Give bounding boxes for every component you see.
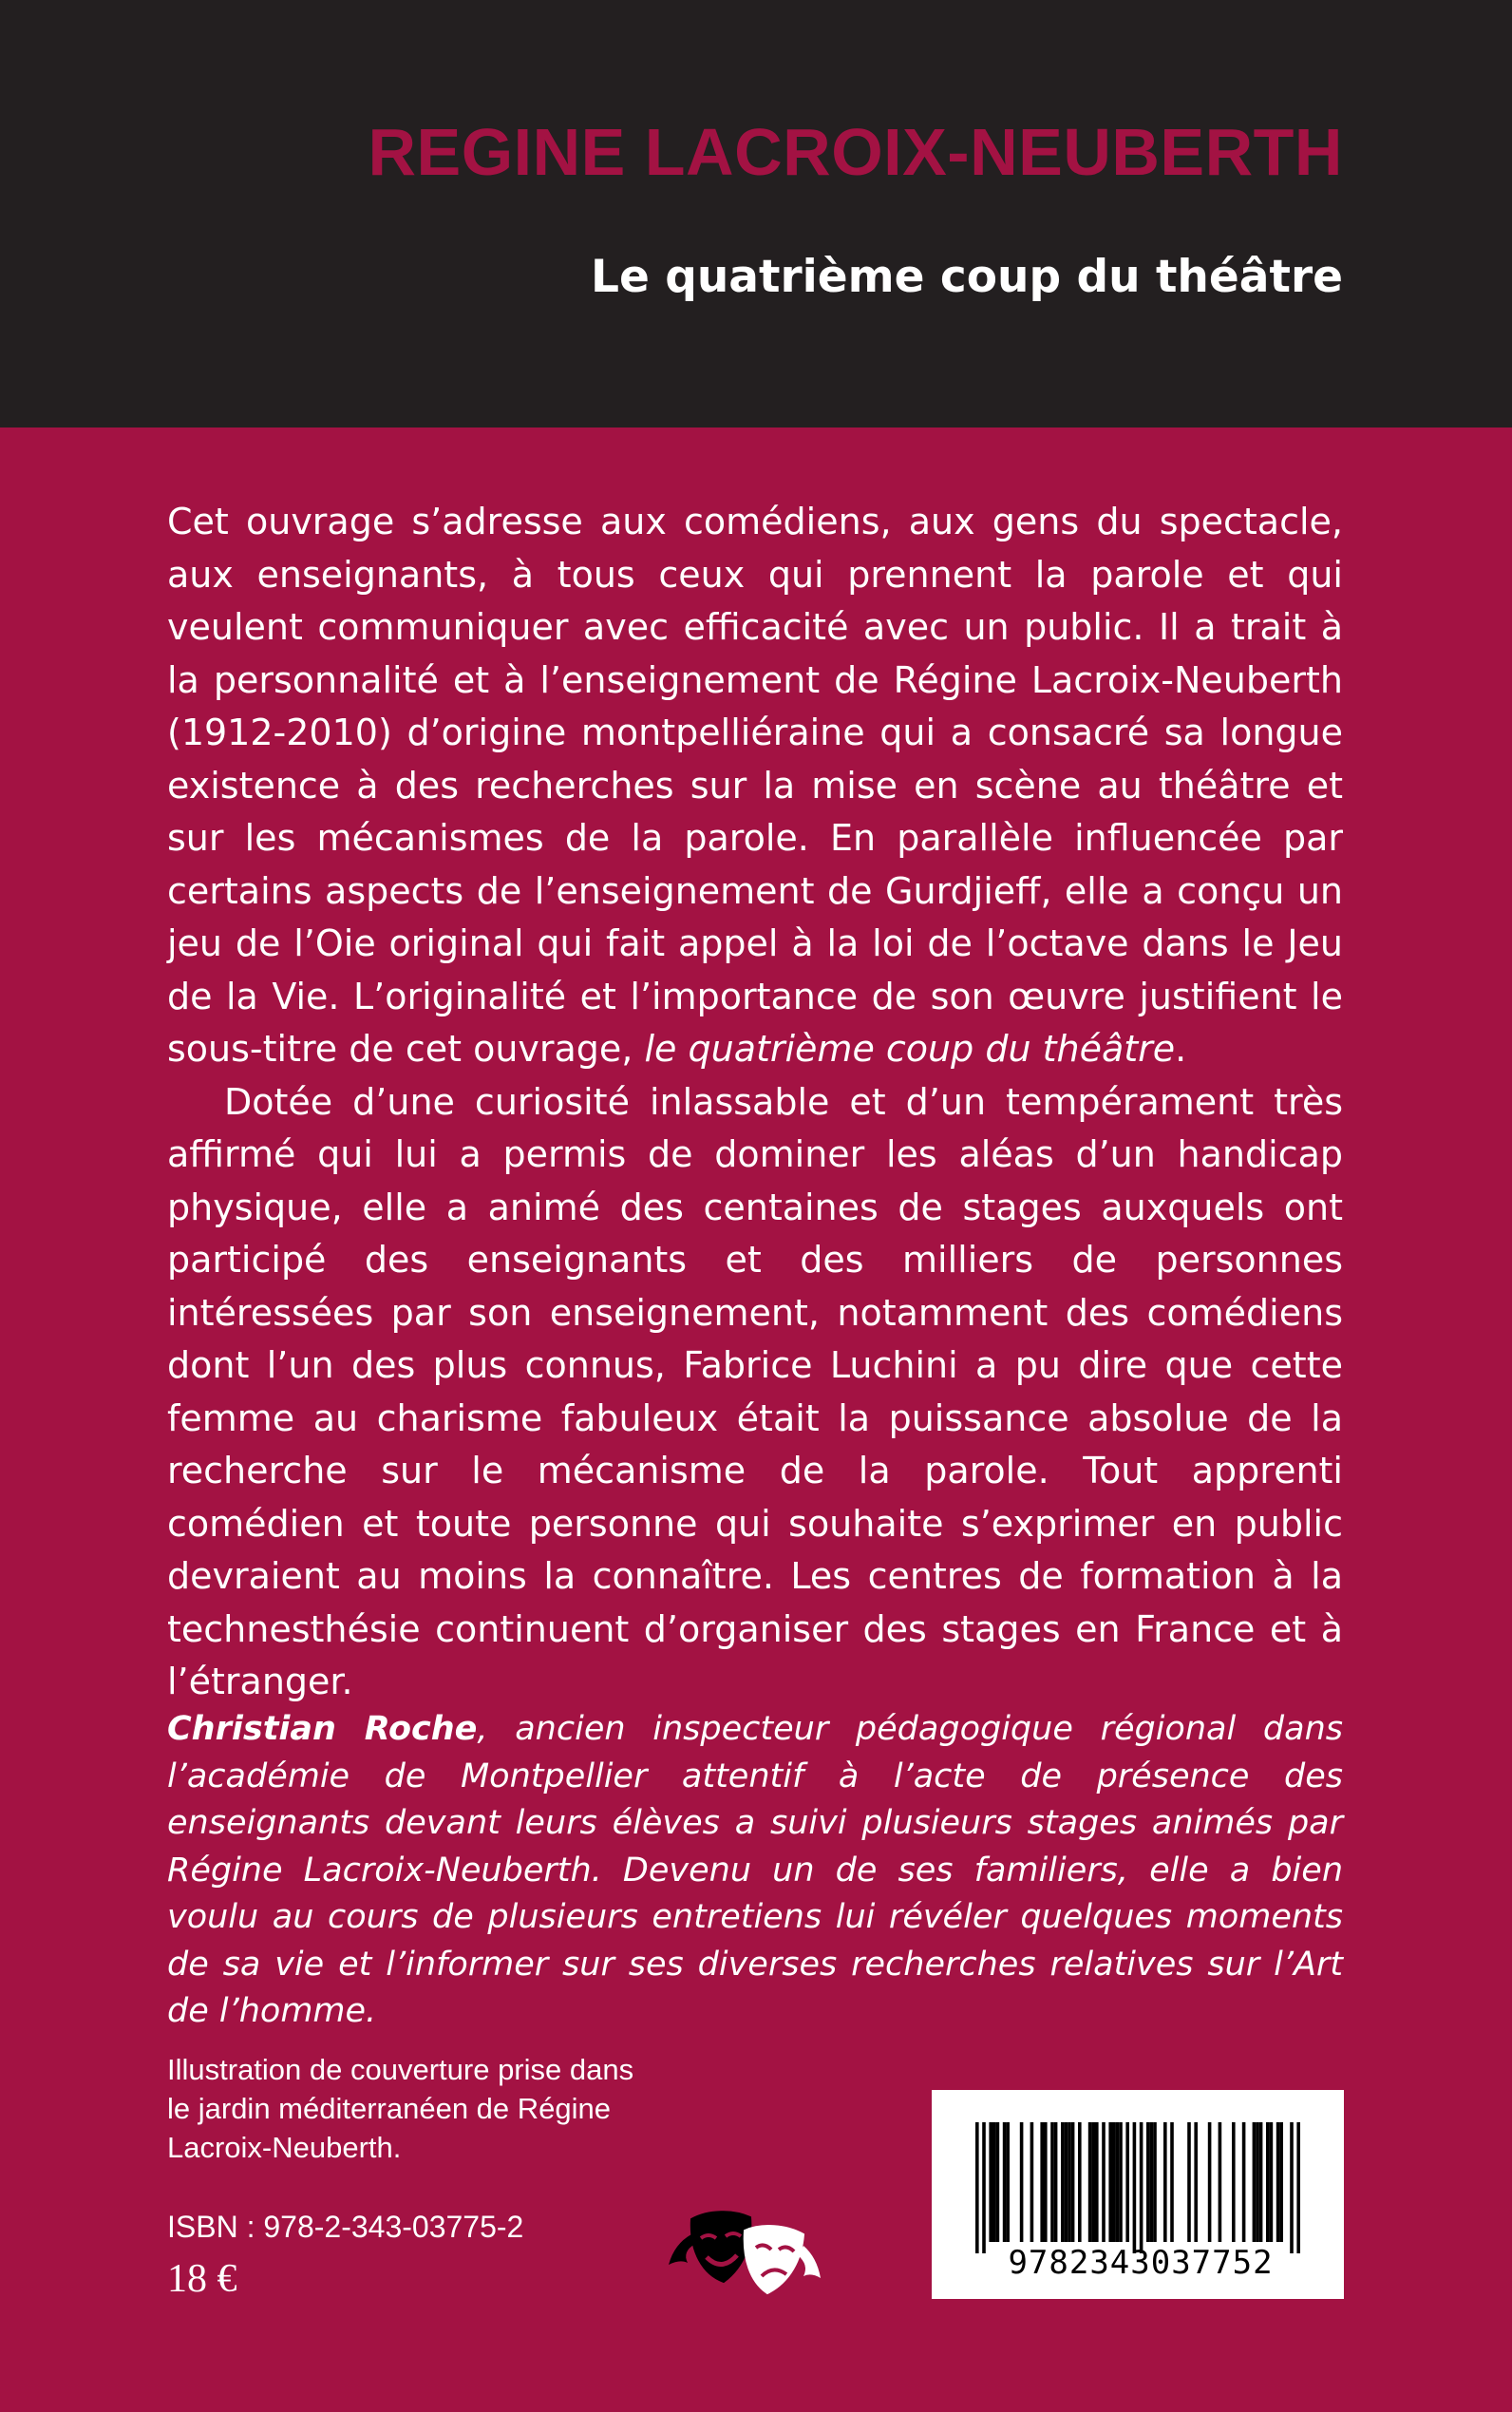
barcode-bar [1108,2122,1112,2242]
price: 18 € [167,2257,237,2301]
synopsis-paragraph-1-end: . [1175,1028,1187,1070]
credit-line-2: le jardin méditerranéen de Régine [167,2092,612,2125]
barcode-bar [1003,2122,1007,2242]
barcode-bar [1140,2122,1143,2253]
barcode-bar [1119,2122,1123,2242]
barcode-bar [992,2122,996,2242]
barcode-bar [1065,2122,1068,2242]
barcode-bar [989,2122,992,2242]
barcode-bar [1088,2122,1092,2242]
barcode-digits: 9782343037752 [1008,2244,1274,2282]
credit-line-3: Lacroix-Neuberth. [167,2131,402,2164]
barcode-bar [1044,2122,1048,2242]
synopsis-paragraph-1-text: Cet ouvrage s’adresse aux comédiens, aux gens du spectacle, aux enseignants, à tous ceux qui prennent la parole et qui veulent communiquer avec efficacité avec un public. Il a trait à la personnalité et à l’enseignement de Régine Lacroix-Neuberth (1912-2010) d’origine montpelliéraine qui a consacré sa longue existence à des recherches sur la mise en scène au théâtre et sur les mécanismes de la parole. En parallèle influencée par certains aspects de l’enseignement de Gurdjieff, elle a conçu un jeu de l’Oie original qui fait appel à la loi de l’octave dans le Jeu de la Vie. L’originalité et l’importance de son œuvre justifient le sous-titre de cet ouvrage, [167,501,1343,1070]
bio-author-name: Christian Roche [167,1710,478,1748]
barcode-bar [1279,2122,1283,2242]
barcode-bar [1276,2122,1280,2242]
barcode-bar [1133,2122,1137,2253]
barcode-bar [1102,2122,1106,2242]
barcode-bar [1266,2122,1270,2242]
cover-header [0,0,1512,427]
barcode-bar [1170,2122,1174,2242]
barcode-bar [1146,2122,1150,2242]
barcode-bar [1116,2122,1120,2242]
barcode-bar [1187,2122,1191,2242]
synopsis-paragraph-1 [167,496,1343,1076]
barcode-bar [1050,2122,1054,2242]
barcode-bar [1153,2122,1157,2242]
barcode-bar [1150,2122,1154,2242]
barcode-bar [1071,2122,1075,2242]
barcode-bar [996,2122,1000,2242]
barcode-bar [1232,2122,1236,2242]
barcode-bar [1095,2122,1099,2242]
barcode-bar [1112,2122,1116,2242]
synopsis [167,496,1343,1709]
barcode-bar [1061,2122,1065,2242]
bio-text: , ancien inspecteur pédagogique régional dans l’académie de Montpellier attentif à l’acte de présence des enseignants devant leurs élèves a suivi plusieurs stages animés par Régine Lacroix-Neuberth. Devenu un de ses familiers, elle a bien voulu au cours de plusieurs entretiens lui révéler quelques moments de sa vie et l’informer sur ses diverses recherches relatives sur l’Art de l’homme. [167,1710,1343,2030]
barcode [932,2090,1344,2299]
author-name: REGINE LACROIX-NEUBERTH [368,115,1343,189]
credit-line-1: Illustration de couverture prise dans [167,2053,634,2086]
barcode-bar [1006,2122,1010,2242]
barcode-bar [1296,2122,1300,2253]
illustration-credit [167,2050,699,2167]
barcode-bar [1163,2122,1167,2242]
barcode-bar [975,2122,979,2253]
barcode-bar [1091,2122,1095,2242]
barcode-bar [1219,2122,1222,2242]
barcode-bar [1068,2122,1071,2242]
barcode-bar [1030,2122,1034,2242]
barcode-bar [982,2122,986,2253]
author-bio [167,1706,1343,2036]
author-bio-paragraph [167,1706,1343,2036]
barcode-bar [1194,2122,1198,2242]
barcode-bar [1040,2122,1044,2242]
subtitle-mention: le quatrième coup du théâtre [644,1028,1176,1070]
barcode-bar [1259,2122,1263,2242]
barcode-bar [1242,2122,1246,2242]
barcode-bar [1253,2122,1257,2242]
barcode-bar [1020,2122,1024,2242]
theatre-masks-icon [665,2206,826,2297]
barcode-bar [1054,2122,1058,2242]
barcode-bar [1290,2122,1294,2253]
isbn: ISBN : 978-2-343-03775-2 [167,2210,524,2244]
barcode-bar [1256,2122,1259,2242]
barcode-bar [1270,2122,1274,2242]
barcode-bar [1208,2122,1212,2242]
barcode-bar [1078,2122,1082,2242]
barcode-bar [1125,2122,1129,2242]
synopsis-paragraph-2: Dotée d’une curiosité inlassable et d’un tempérament très affirmé qui lui a permis de dominer les aléas d’un handicap physique, elle a animé des centaines de stages auxquels ont participé des enseignants et des milliers de personnes intéressées par son enseignement, notamment des comédiens dont l’un des plus connus, Fabrice Luchini a pu dire que cette femme au charisme fabuleux était la puissance absolue de la recherche sur le mécanisme de la parole. Tout apprenti comédien et toute personne qui souhaite s’exprimer en public devraient au moins la connaître. Les centres de formation à la technesthésie continuent d’organiser des stages en France et à l’étranger. [167,1080,1343,1702]
book-title: Le quatrième coup du théâtre [591,251,1343,303]
